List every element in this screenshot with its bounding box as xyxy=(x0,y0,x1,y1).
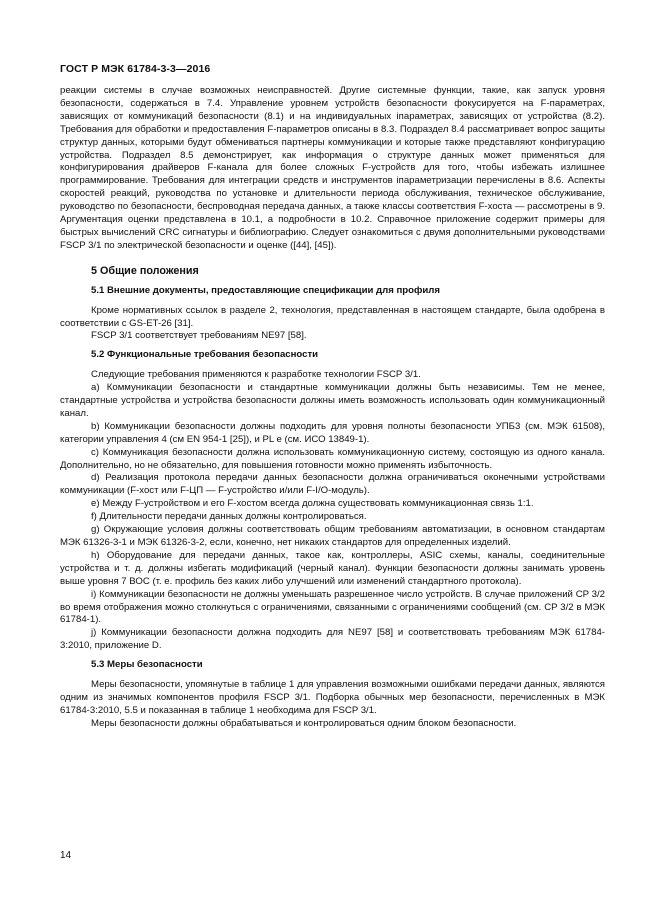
requirement-item: d) Реализация протокола передачи данных безопасности должна ограничиваться оконечными устройствами коммуникации (F-хост или F-ЦП — F-устройство и/или F-I/O-модуль). xyxy=(60,472,605,497)
requirements-lead: Следующие требования применяются к разработке технологии FSCP 3/1. xyxy=(91,369,421,381)
requirement-item: e) Между F-устройством и его F-хостом всегда должна существовать коммуникационная связь 1:1. xyxy=(91,498,534,510)
subsection-5-3-heading: 5.3 Меры безопасности xyxy=(91,659,203,671)
requirement-item: b) Коммуникации безопасности должны подходить для уровня полноты безопасности УПБ3 (см. МЭК 61508), категории управления 4 (см EN 954-1 [25]), и PL e (см. ИСО 13849-1). xyxy=(60,420,605,445)
section-5-heading: 5 Общие положения xyxy=(91,264,199,277)
requirement-item: g) Окружающие условия должны соответствовать общим требованиям автоматизации, в основном стандартам МЭК 61326-3-1 и МЭК 61326-3-2, если, конечно, нет никаких стандартов для определенных изделий. xyxy=(60,524,605,548)
subsection-5-1-paragraph: Кроме нормативных ссылок в разделе 2, технология, представленная в настоящем стандарте, была одобрена в соответствии с GS-ET-26 [31]. xyxy=(60,304,605,329)
subsection-5-1-heading: 5.1 Внешние документы, предоставляющие спецификации для профиля xyxy=(91,284,440,296)
requirement-item: i) Коммуникации безопасности не должны уменьшать разрешенное число устройств. В случае приложений CP 3/2 во время отображения можно столкнуться с ограничениями, связанными с ограничениями сообщений (см. CP 3/2 в МЭК 61784-1). xyxy=(60,588,605,626)
requirement-item: j) Коммуникации безопасности должна подходить для NE97 [58] и соответствовать требованиям МЭК 61784-3:2010, приложение D. xyxy=(60,627,605,652)
subsection-5-2-heading: 5.2 Функциональные требования безопасности xyxy=(91,349,319,361)
requirement-item: f) Длительности передачи данных должны контролироваться. xyxy=(91,511,367,523)
page-number: 14 xyxy=(60,850,72,861)
intro-paragraph: реакции системы в случае возможных неисправностей. Другие системные функции, такие, как запуск уровня безопасности, содержаться в 7.4. Управление уровнем устройств безопасности фокусируется на F-параметрах, зависящих от коммуникаций безопасности (8.1) и на индивидуальных iпараметрах, зависящих от устройства (8.2). Требования для обработки и предоставления F-параметров описаны в 8.3. Подраздел 8.4 рассматривает вопрос защиты структур данных, которыми будут обмениваться партнеры коммуникации и которые также представляют конфигурацию устройства. Подраздел 8.5 демонстрирует, как информация о структуре данных может применяться для конфигурирования драйверов F-канала для более сложных F-устройств для того, чтобы избежать излишнее программирование. Требования для интеграции средств и инструментов iпараметризации перечислены в 8.6. Аспекты скоростей реакций, руководства по установке и длительности периода обслуживания, техническое обслуживание, руководство по безопасности, беспроводная передача данных, а также классы соответствия F-хоста — рассмотрены в 9. Аргументация оценки представлена в 10.1, а подробности в 10.2. Справочное приложение содержит примеры для быстрых вычислений CRC сигнатуры и библиографию. Следует ознакомиться с двумя дополнительными руководствами FSCP 3/1 по электрической безопасности и оценке ([44], [45]). xyxy=(60,85,605,251)
document-body xyxy=(60,85,605,731)
requirement-item: c) Коммуникация безопасности должна использовать коммуникационную систему, состоящую из одного канала. Дополнительно, но не обязательно, для повышения готовности можно применять избыточность. xyxy=(60,446,605,471)
requirement-item: h) Оборудование для передачи данных, такое как, контроллеры, ASIC схемы, каналы, соединительные устройства и т. д. должны избегать модификаций (черный канал). Функции безопасности должны занимать уровень выше уровня 7 ВОС (т. е. профиль без каких либо улучшений или изменений стандартного протокола). xyxy=(60,549,605,587)
subsection-5-1-paragraph: FSCP 3/1 соответствует требованиям NE97 [58]. xyxy=(91,330,307,342)
document-header: ГОСТ Р МЭК 61784-3-3—2016 xyxy=(60,63,211,75)
subsection-5-3-paragraph: Меры безопасности, упомянутые в таблице 1 для управления возможными ошибками передачи данных, являются одним из значимых компонентов профиля FSCP 3/1. Подборка обычных мер безопасности, перечисленных в МЭК 61784-3:2010, 5.5 и показанная в таблице 1 необходима для FSCP 3/1. xyxy=(60,679,605,716)
requirement-item: a) Коммуникации безопасности и стандартные коммуникации должны быть независимы. Тем не менее, стандартные устройства и устройства безопасности должны иметь возможность использовать один коммуникационный канал. xyxy=(60,382,605,419)
subsection-5-3-paragraph: Меры безопасности должны обрабатываться и контролироваться одним блоком безопасности. xyxy=(91,717,517,729)
